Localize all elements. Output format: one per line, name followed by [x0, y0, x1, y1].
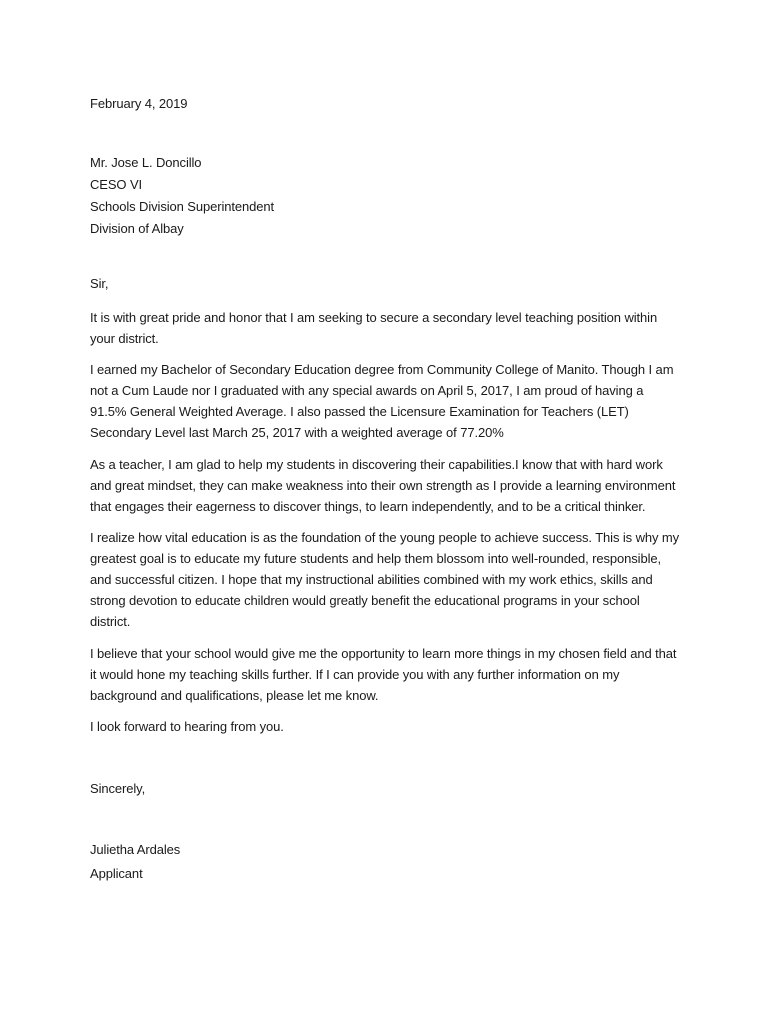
- paragraph-closing: I look forward to hearing from you.: [90, 719, 284, 734]
- paragraph-education: I earned my Bachelor of Secondary Education degree from Community College of Manito. Though I am not a Cum Laude nor I graduated with any special awards on April 5, 2017, I am proud of having a 91.5% General Weighted Average. I also passed the Licensure Examination for Teachers (LET) Secondary Level last March 25, 2017 with a weighted average of 77.20%: [90, 362, 674, 440]
- paragraph-teaching: As a teacher, I am glad to help my students in discovering their capabilities.I know that with hard work and great mindset, they can make weakness into their own strength as I provide a learning environment that engages their eagerness to discover things, to learn independently, and to be a critical thinker.: [90, 456, 676, 514]
- signer-title: Applicant: [90, 866, 143, 881]
- signoff: Sincerely,: [90, 781, 146, 796]
- recipient-office: Division of Albay: [90, 221, 184, 236]
- recipient-name: Mr. Jose L. Doncillo: [90, 155, 202, 170]
- recipient-designation: CESO VI: [90, 177, 143, 192]
- paragraph-opportunity: I believe that your school would give me the opportunity to learn more things in my chosen field and that it would hone my teaching skills further. If I can provide you with any further information on my background and qualifications, please let me know.: [90, 645, 677, 703]
- recipient-position: Schools Division Superintendent: [90, 199, 275, 214]
- salutation: Sir,: [90, 275, 109, 291]
- letter-date: February 4, 2019: [90, 96, 188, 111]
- paragraph-goals: I realize how vital education is as the foundation of the young people to achieve success. This is why my greatest goal is to educate my future students and help them blossom into well-rounded, responsible, and successful citizen. I hope that my instructional abilities combined with my work ethics, skills and strong devotion to educate children would greatly benefit the educational programs in your school district.: [90, 530, 680, 629]
- signer-name: Julietha Ardales: [90, 842, 181, 857]
- recipient-block: [90, 152, 680, 240]
- paragraph-intro: It is with great pride and honor that I am seeking to secure a secondary level teaching position within your district.: [90, 309, 658, 346]
- letter-body: [90, 93, 680, 884]
